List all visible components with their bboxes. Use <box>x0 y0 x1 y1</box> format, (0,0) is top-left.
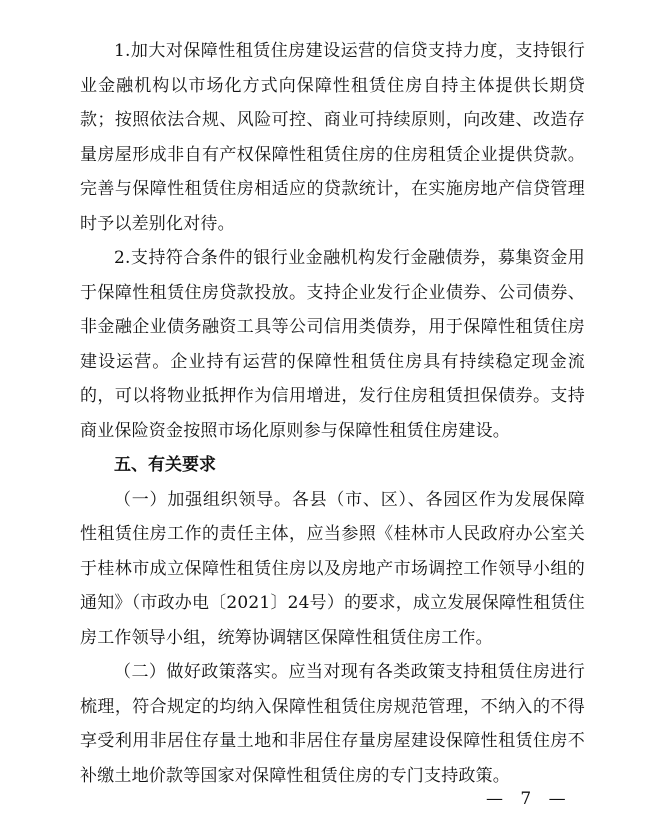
requirement-lead: （一）加强组织领导。 <box>114 489 292 510</box>
paragraph-text: 1.加大对保障性租赁住房建设运营的信贷支持力度，支持银行业金融机构以市场化方式向保障性租赁住房自持主体提供长期贷款；按照依法合规、风险可控、商业可持续原则，向改建、改造存量房屋形成非自有产权保障性租赁住房的住房租赁企业提供贷款。完善与保障性租赁住房相适应的贷款统计，在实施房地产信贷管理时予以差别化对待。 <box>80 41 585 234</box>
document-body <box>80 34 585 793</box>
paragraph-policy-implementation <box>80 655 585 793</box>
requirement-text: 各县（市、区）、各园区作为发展保障性租赁住房工作的责任主体，应当参照《桂林市人民政府办公室关于桂林市成立保障性租赁住房以及房地产市场调控工作领导小组的通知》（市政办电〔2021〕24号）的要求，成立发展保障性租赁住房工作领导小组，统筹协调辖区保障性租赁住房工作。 <box>80 489 586 648</box>
paragraph-organization-leadership <box>80 483 585 656</box>
paragraph-text: 2.支持符合条件的银行业金融机构发行金融债券，募集资金用于保障性租赁住房贷款投放。支持企业发行企业债券、公司债券、非金融企业债务融资工具等公司信用类债券，用于保障性租赁住房建设运营。企业持有运营的保障性租赁住房具有持续稳定现金流的，可以将物业抵押作为信用增进，发行住房租赁担保债券。支持商业保险资金按照市场化原则参与保障性租赁住房建设。 <box>80 248 585 441</box>
requirement-lead: （二）做好政策落实。 <box>114 662 289 682</box>
page-number: — 7 — <box>486 789 572 809</box>
paragraph-bond-financing <box>80 241 585 448</box>
requirement-text: 应当对现有各类政策支持租赁住房进行梳理，符合规定的均纳入保障性租赁住房规范管理，不纳入的不得享受利用非居住存量土地和非居住存量房屋建设保障性租赁住房不补缴土地价款等国家对保障性租赁住房的专门支持政策。 <box>80 662 586 786</box>
section-heading: 五、有关要求 <box>114 455 216 475</box>
paragraph-credit-support <box>80 34 585 241</box>
